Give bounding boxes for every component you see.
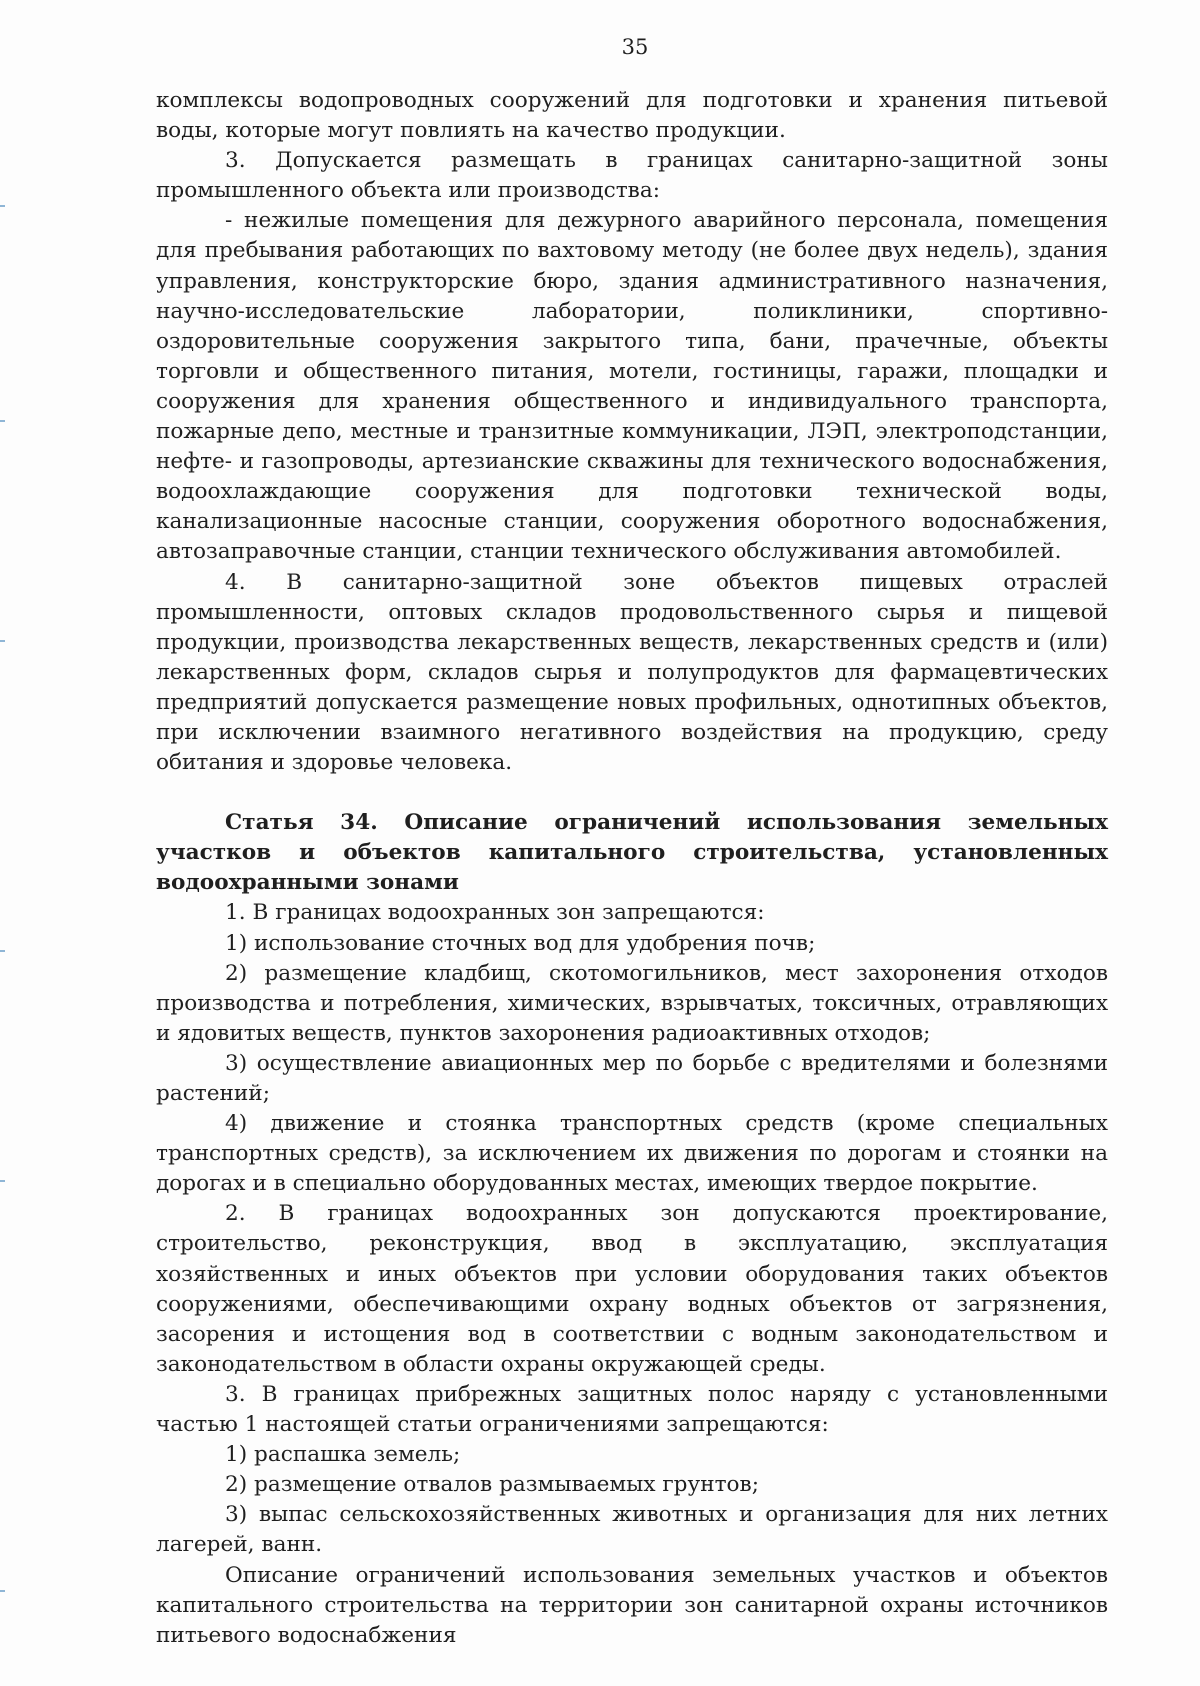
page-number: 35 — [621, 35, 649, 59]
article-closing-paragraph: Описание ограничений использования земельных участков и объектов капитального строительства на территории зон санитарной охраны источников питьевого водоснабжения — [156, 1562, 1108, 1648]
paragraph-item-3: 3. Допускается размещать в границах санитарно-защитной зоны промышленного объекта или производства: — [156, 148, 1108, 204]
scan-edge-mark — [0, 420, 5, 422]
scan-edge-mark — [0, 640, 5, 642]
article-item: 2. В границах водоохранных зон допускаются проектирование, строительство, реконструкция, ввод в эксплуатацию, эксплуатация хозяйственных и иных объектов при условии оборудования таких объектов сооружениями, обеспечивающими охрану водных объектов от загрязнения, засорения и истощения вод в соответствии с водным законодательством и законодательством в области охраны окружающей среды. — [156, 1201, 1108, 1377]
article-item: 1) использование сточных вод для удобрения почв; — [225, 930, 816, 956]
scan-edge-mark — [0, 950, 5, 952]
article-item: 2) размещение отвалов размываемых грунтов; — [225, 1472, 759, 1498]
article-item: 1. В границах водоохранных зон запрещаются: — [225, 900, 765, 926]
scan-edge-mark — [0, 1590, 5, 1592]
article-item: 3. В границах прибрежных защитных полос наряду с установленными частью 1 настоящей статьи ограничениями запрещаются: — [156, 1381, 1108, 1438]
scan-edge-mark — [0, 1180, 5, 1182]
paragraph-continuation: комплексы водопроводных сооружений для подготовки и хранения питьевой воды, которые могут повлиять на качество продукции. — [156, 88, 1108, 144]
article-item: 3) осуществление авиационных мер по борьбе с вредителями и болезнями растений; — [156, 1050, 1108, 1106]
article-heading: Статья 34. Описание ограничений использования земельных участков и объектов капитального строительства, установленных водоохранными зонами — [156, 810, 1108, 896]
article-item: 4) движение и стоянка транспортных средств (кроме специальных транспортных средств), за исключением их движения по дорогам и стоянки на дорогах и в специально оборудованных местах, имеющих твердое покрытие. — [156, 1111, 1108, 1197]
article-item: 3) выпас сельскохозяйственных животных и организация для них летних лагерей, ванн. — [156, 1502, 1108, 1558]
paragraph-item-4: 4. В санитарно-защитной зоне объектов пищевых отраслей промышленности, оптовых складов продовольственного сырья и пищевой продукции, производства лекарственных веществ, лекарственных средств и (или) лекарственных форм, складов сырья и полупродуктов для фармацевтических предприятий допускается размещение новых профильных, однотипных объектов, при исключении взаимного негативного воздействия на продукцию, среду обитания и здоровье человека. — [156, 569, 1108, 776]
article-item: 2) размещение кладбищ, скотомогильников, мест захоронения отходов производства и потребления, химических, взрывчатых, токсичных, отравляющих и ядовитых веществ, пунктов захоронения радиоактивных отходов; — [156, 960, 1108, 1046]
document-body — [156, 86, 1108, 1651]
scan-edge-mark — [0, 205, 5, 207]
article-item: 1) распашка земель; — [225, 1442, 461, 1468]
paragraph-permitted-list: - нежилые помещения для дежурного аварийного персонала, помещения для пребывания работающих по вахтовому методу (не более двух недель), здания управления, конструкторские бюро, здания административного назначения, научно-исследовательские лаборатории, поликлиники, спортивно-оздоровительные сооружения закрытого типа, бани, прачечные, объекты торговли и общественного питания, мотели, гостиницы, гаражи, площадки и сооружения для хранения общественного и индивидуального транспорта, пожарные депо, местные и транзитные коммуникации, ЛЭП, электроподстанции, нефте- и газопроводы, артезианские скважины для технического водоснабжения, водоохлаждающие сооружения для подготовки технической воды, канализационные насосные станции, сооружения оборотного водоснабжения, автозаправочные станции, станции технического обслуживания автомобилей. — [156, 208, 1108, 565]
